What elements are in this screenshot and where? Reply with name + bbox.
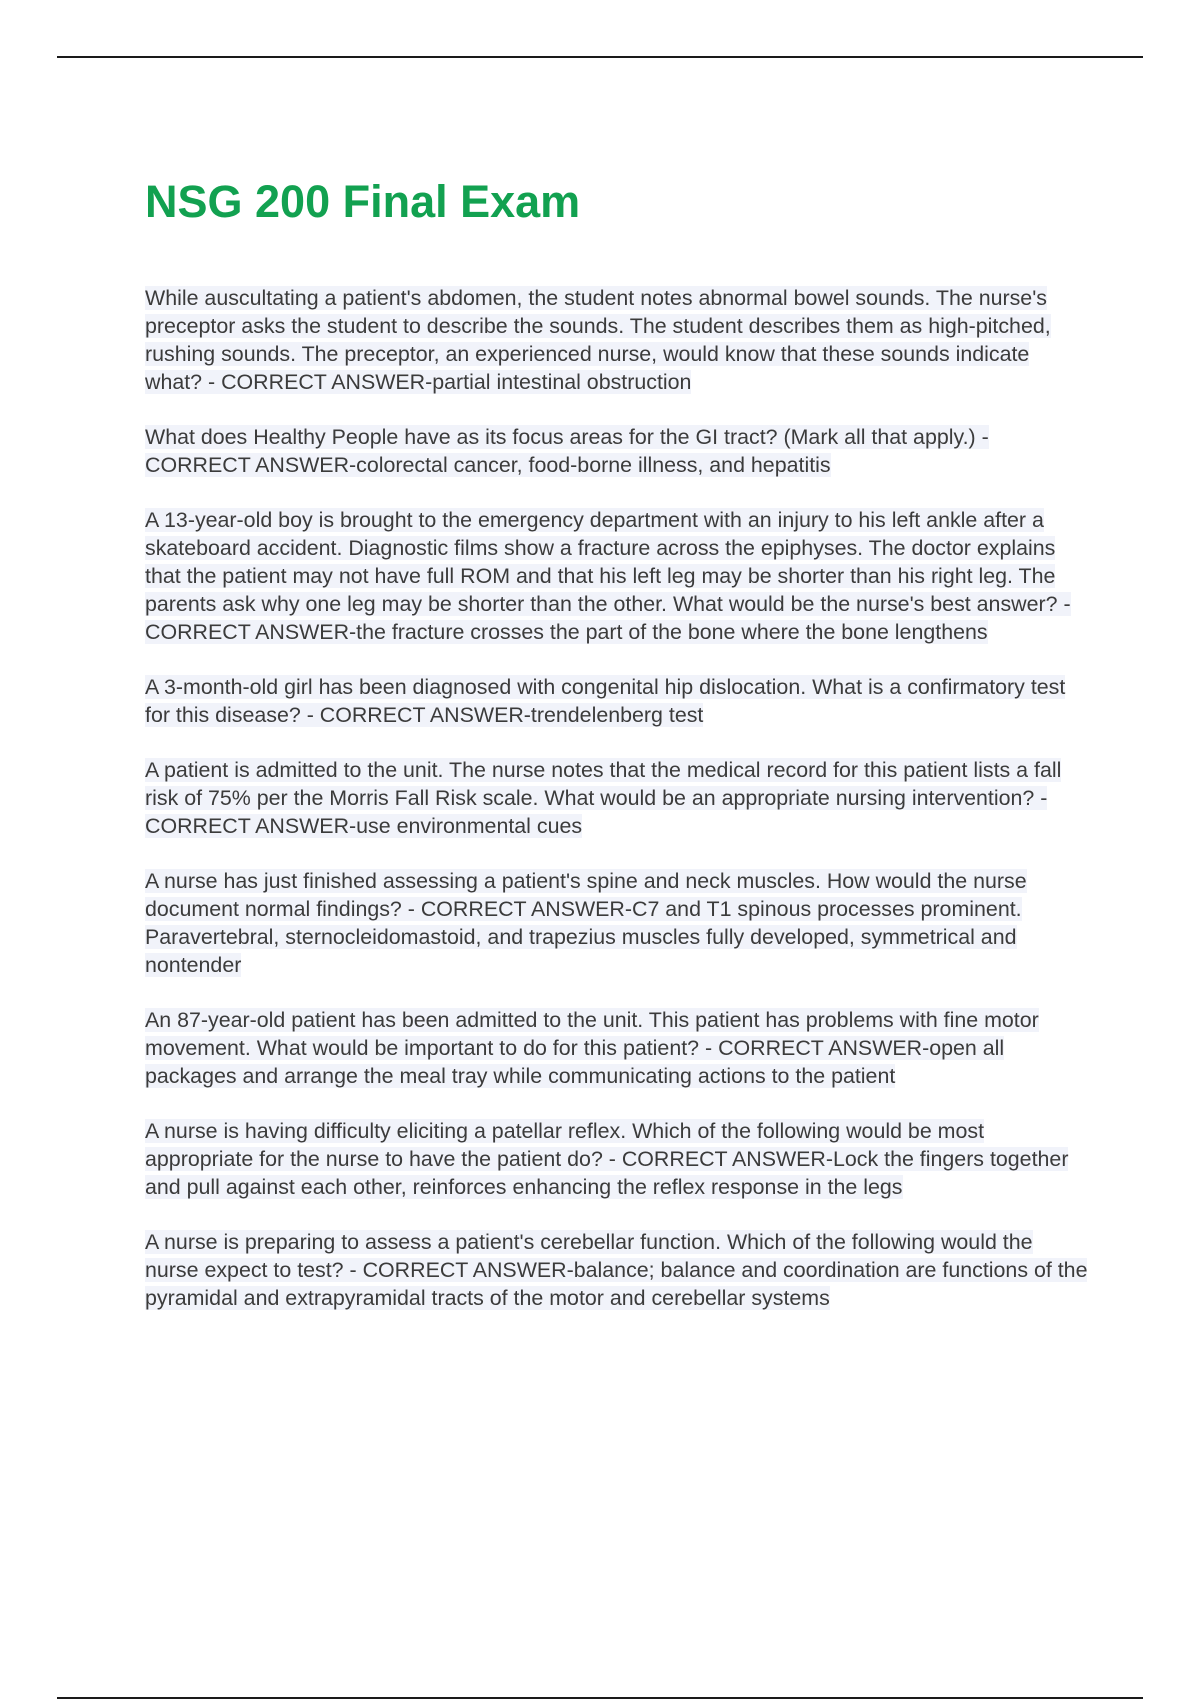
question-text: What does Healthy People have as its focus areas for the GI tract? (Mark all that apply.) - CORRECT ANSWER-colorectal cancer, food-borne illness, and hepatitis	[145, 425, 989, 477]
question-item-3	[145, 506, 1090, 646]
question-item-9	[145, 1228, 1090, 1312]
question-item-8	[145, 1117, 1090, 1201]
question-text: A nurse is having difficulty eliciting a patellar reflex. Which of the following would be most appropriate for the nurse to have the patient do? - CORRECT ANSWER-Lock the fingers together and pull against each other, reinforces enhancing the reflex response in the legs	[145, 1119, 1069, 1199]
document-title: NSG 200 Final Exam	[145, 176, 581, 227]
question-text: While auscultating a patient's abdomen, the student notes abnormal bowel sounds. The nurse's preceptor asks the student to describe the sounds. The student describes them as high-pitched, rushing sounds. The preceptor, an experienced nurse, would know that these sounds indicate what? - CORRECT ANSWER-partial intestinal obstruction	[145, 286, 1051, 394]
question-item-5	[145, 756, 1090, 840]
question-item-4	[145, 673, 1090, 729]
question-item-7	[145, 1006, 1090, 1090]
question-list	[145, 284, 1090, 1339]
header-rule	[57, 56, 1143, 58]
footer-rule	[57, 1697, 1143, 1699]
question-item-2	[145, 423, 1090, 479]
question-item-1	[145, 284, 1090, 396]
question-text: A nurse is preparing to assess a patient's cerebellar function. Which of the following would the nurse expect to test? - CORRECT ANSWER-balance; balance and coordination are functions of the pyramidal and extrapyramidal tracts of the motor and cerebellar systems	[145, 1230, 1088, 1310]
question-text: A nurse has just finished assessing a patient's spine and neck muscles. How would the nurse document normal findings? - CORRECT ANSWER-C7 and T1 spinous processes prominent. Paravertebral, sternocleidomastoid, and trapezius muscles fully developed, symmetrical and nontender	[145, 869, 1027, 977]
question-text: A 13-year-old boy is brought to the emergency department with an injury to his left ankle after a skateboard accident. Diagnostic films show a fracture across the epiphyses. The doctor explains that the patient may not have full ROM and that his left leg may be shorter than his right leg. The parents ask why one leg may be shorter than the other. What would be the nurse's best answer? - CORRECT ANSWER-the fracture crosses the part of the bone where the bone lengthens	[145, 508, 1071, 644]
question-item-6	[145, 867, 1090, 979]
question-text: A patient is admitted to the unit. The nurse notes that the medical record for this patient lists a fall risk of 75% per the Morris Fall Risk scale. What would be an appropriate nursing intervention? - CORRECT ANSWER-use environmental cues	[145, 758, 1062, 838]
question-text: An 87-year-old patient has been admitted to the unit. This patient has problems with fine motor movement. What would be important to do for this patient? - CORRECT ANSWER-open all packages and arrange the meal tray while communicating actions to the patient	[145, 1008, 1039, 1088]
question-text: A 3-month-old girl has been diagnosed with congenital hip dislocation. What is a confirmatory test for this disease? - CORRECT ANSWER-trendelenberg test	[145, 675, 1066, 727]
